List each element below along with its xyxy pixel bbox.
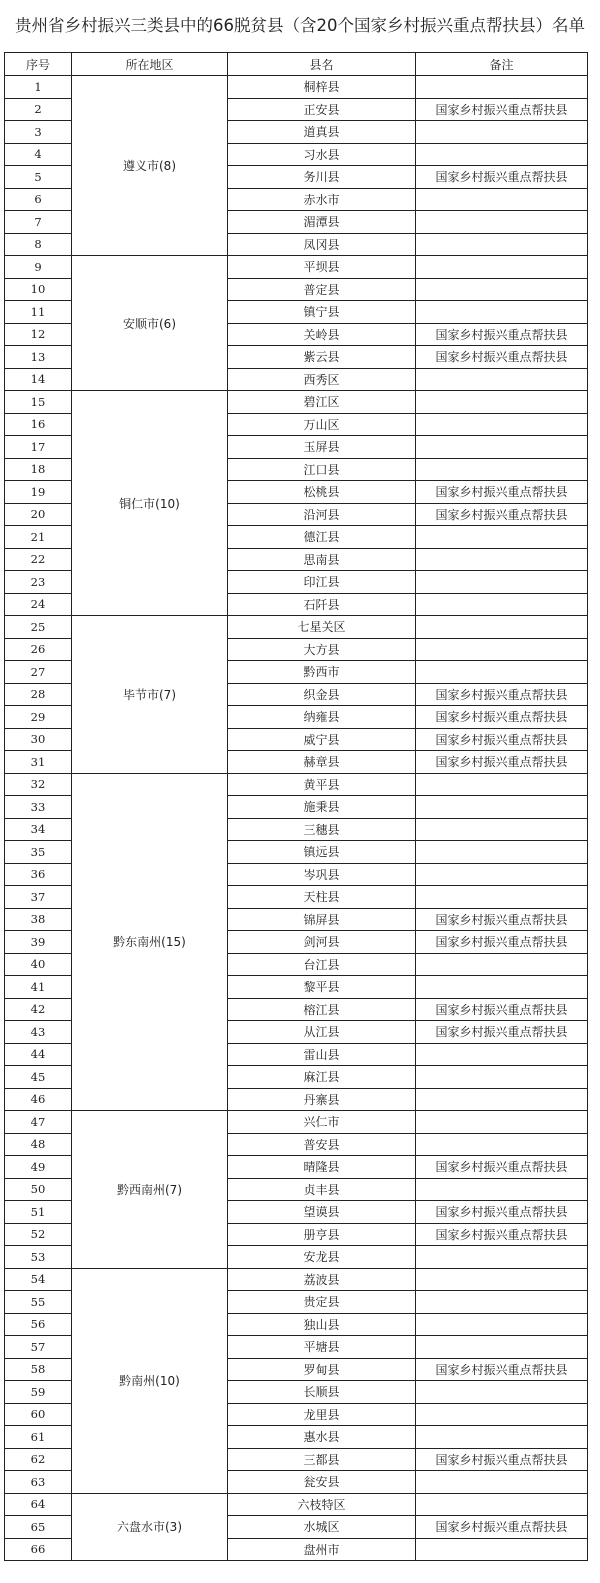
county-cell: 麻江县	[228, 1066, 416, 1089]
row-index: 16	[5, 413, 72, 436]
row-index: 12	[5, 323, 72, 346]
note-cell	[416, 616, 588, 639]
table-header	[5, 53, 588, 76]
region-cell: 六盘水市(3)	[72, 1493, 228, 1561]
county-cell: 德江县	[228, 526, 416, 549]
note-cell	[416, 76, 588, 99]
note-cell: 国家乡村振兴重点帮扶县	[416, 1223, 588, 1246]
note-cell	[416, 526, 588, 549]
county-cell: 施秉县	[228, 796, 416, 819]
county-cell: 望谟县	[228, 1201, 416, 1224]
region-cell: 毕节市(7)	[72, 616, 228, 774]
county-cell: 榕江县	[228, 998, 416, 1021]
row-index: 63	[5, 1471, 72, 1494]
row-index: 41	[5, 976, 72, 999]
note-cell	[416, 436, 588, 459]
note-cell	[416, 571, 588, 594]
county-cell: 道真县	[228, 121, 416, 144]
note-cell	[416, 1291, 588, 1314]
row-index: 44	[5, 1043, 72, 1066]
county-cell: 玉屏县	[228, 436, 416, 459]
note-cell	[416, 121, 588, 144]
note-cell	[416, 1111, 588, 1134]
row-index: 37	[5, 886, 72, 909]
row-index: 28	[5, 683, 72, 706]
note-cell: 国家乡村振兴重点帮扶县	[416, 683, 588, 706]
note-cell	[416, 1403, 588, 1426]
county-cell: 岑巩县	[228, 863, 416, 886]
row-index: 13	[5, 346, 72, 369]
county-cell: 锦屏县	[228, 908, 416, 931]
note-cell: 国家乡村振兴重点帮扶县	[416, 706, 588, 729]
row-index: 14	[5, 368, 72, 391]
row-index: 24	[5, 593, 72, 616]
county-cell: 湄潭县	[228, 211, 416, 234]
note-cell	[416, 593, 588, 616]
region-cell: 安顺市(6)	[72, 256, 228, 391]
note-cell	[416, 233, 588, 256]
county-cell: 平坝县	[228, 256, 416, 279]
row-index: 58	[5, 1358, 72, 1381]
county-cell: 台江县	[228, 953, 416, 976]
row-index: 55	[5, 1291, 72, 1314]
note-cell	[416, 976, 588, 999]
county-cell: 荔波县	[228, 1268, 416, 1291]
county-cell: 碧江区	[228, 391, 416, 414]
county-cell: 紫云县	[228, 346, 416, 369]
row-index: 45	[5, 1066, 72, 1089]
county-cell: 从江县	[228, 1021, 416, 1044]
note-cell: 国家乡村振兴重点帮扶县	[416, 751, 588, 774]
row-index: 65	[5, 1516, 72, 1539]
note-cell	[416, 841, 588, 864]
row-index: 1	[5, 76, 72, 99]
row-index: 39	[5, 931, 72, 954]
note-cell: 国家乡村振兴重点帮扶县	[416, 1516, 588, 1539]
note-cell: 国家乡村振兴重点帮扶县	[416, 1358, 588, 1381]
note-cell	[416, 188, 588, 211]
row-index: 10	[5, 278, 72, 301]
row-index: 5	[5, 166, 72, 189]
note-cell	[416, 256, 588, 279]
note-cell	[416, 1336, 588, 1359]
note-cell	[416, 1268, 588, 1291]
row-index: 3	[5, 121, 72, 144]
row-index: 38	[5, 908, 72, 931]
county-cell: 三都县	[228, 1448, 416, 1471]
note-cell	[416, 301, 588, 324]
region-cell: 黔东南州(15)	[72, 773, 228, 1111]
county-cell: 正安县	[228, 98, 416, 121]
row-index: 42	[5, 998, 72, 1021]
county-cell: 剑河县	[228, 931, 416, 954]
row-index: 62	[5, 1448, 72, 1471]
row-index: 66	[5, 1538, 72, 1561]
row-index: 15	[5, 391, 72, 414]
region-cell: 铜仁市(10)	[72, 391, 228, 616]
county-cell: 桐梓县	[228, 76, 416, 99]
table-row	[5, 616, 588, 639]
county-cell: 贵定县	[228, 1291, 416, 1314]
county-cell: 惠水县	[228, 1426, 416, 1449]
note-cell	[416, 818, 588, 841]
row-index: 59	[5, 1381, 72, 1404]
county-cell: 镇宁县	[228, 301, 416, 324]
county-cell: 独山县	[228, 1313, 416, 1336]
note-cell: 国家乡村振兴重点帮扶县	[416, 998, 588, 1021]
row-index: 31	[5, 751, 72, 774]
row-index: 47	[5, 1111, 72, 1134]
county-cell: 镇远县	[228, 841, 416, 864]
county-cell: 习水县	[228, 143, 416, 166]
table-row	[5, 391, 588, 414]
row-index: 53	[5, 1246, 72, 1269]
row-index: 22	[5, 548, 72, 571]
page-title: 贵州省乡村振兴三类县中的66脱贫县（含20个国家乡村振兴重点帮扶县）名单	[15, 16, 585, 35]
county-cell: 普定县	[228, 278, 416, 301]
row-index: 17	[5, 436, 72, 459]
note-cell	[416, 661, 588, 684]
header-note: 备注	[416, 53, 588, 76]
note-cell	[416, 1043, 588, 1066]
note-cell	[416, 548, 588, 571]
county-cell: 雷山县	[228, 1043, 416, 1066]
table-row	[5, 1268, 588, 1291]
row-index: 11	[5, 301, 72, 324]
note-cell	[416, 1471, 588, 1494]
note-cell: 国家乡村振兴重点帮扶县	[416, 323, 588, 346]
county-cell: 水城区	[228, 1516, 416, 1539]
note-cell	[416, 1313, 588, 1336]
county-cell: 龙里县	[228, 1403, 416, 1426]
note-cell: 国家乡村振兴重点帮扶县	[416, 346, 588, 369]
note-cell	[416, 886, 588, 909]
county-cell: 贞丰县	[228, 1178, 416, 1201]
row-index: 35	[5, 841, 72, 864]
note-cell	[416, 863, 588, 886]
row-index: 9	[5, 256, 72, 279]
note-cell	[416, 1381, 588, 1404]
note-cell	[416, 1133, 588, 1156]
row-index: 19	[5, 481, 72, 504]
header-region: 所在地区	[72, 53, 228, 76]
county-cell: 思南县	[228, 548, 416, 571]
row-index: 32	[5, 773, 72, 796]
county-cell: 丹寨县	[228, 1088, 416, 1111]
row-index: 64	[5, 1493, 72, 1516]
row-index: 4	[5, 143, 72, 166]
county-cell: 七星关区	[228, 616, 416, 639]
note-cell	[416, 796, 588, 819]
county-cell: 罗甸县	[228, 1358, 416, 1381]
note-cell: 国家乡村振兴重点帮扶县	[416, 1021, 588, 1044]
row-index: 61	[5, 1426, 72, 1449]
row-index: 26	[5, 638, 72, 661]
note-cell	[416, 1538, 588, 1561]
note-cell: 国家乡村振兴重点帮扶县	[416, 166, 588, 189]
row-index: 43	[5, 1021, 72, 1044]
note-cell	[416, 1246, 588, 1269]
county-cell: 兴仁市	[228, 1111, 416, 1134]
row-index: 46	[5, 1088, 72, 1111]
county-cell: 盘州市	[228, 1538, 416, 1561]
row-index: 50	[5, 1178, 72, 1201]
county-cell: 江口县	[228, 458, 416, 481]
note-cell	[416, 413, 588, 436]
county-cell: 赤水市	[228, 188, 416, 211]
row-index: 52	[5, 1223, 72, 1246]
row-index: 54	[5, 1268, 72, 1291]
row-index: 36	[5, 863, 72, 886]
note-cell: 国家乡村振兴重点帮扶县	[416, 931, 588, 954]
row-index: 2	[5, 98, 72, 121]
county-cell: 天柱县	[228, 886, 416, 909]
county-cell: 沿河县	[228, 503, 416, 526]
note-cell	[416, 1426, 588, 1449]
note-cell: 国家乡村振兴重点帮扶县	[416, 1156, 588, 1179]
note-cell	[416, 1493, 588, 1516]
note-cell	[416, 1088, 588, 1111]
region-cell: 黔西南州(7)	[72, 1111, 228, 1269]
note-cell: 国家乡村振兴重点帮扶县	[416, 908, 588, 931]
region-cell: 黔南州(10)	[72, 1268, 228, 1493]
row-index: 6	[5, 188, 72, 211]
row-index: 60	[5, 1403, 72, 1426]
note-cell: 国家乡村振兴重点帮扶县	[416, 728, 588, 751]
row-index: 51	[5, 1201, 72, 1224]
row-index: 29	[5, 706, 72, 729]
row-index: 49	[5, 1156, 72, 1179]
note-cell	[416, 278, 588, 301]
county-cell: 大方县	[228, 638, 416, 661]
county-cell: 凤冈县	[228, 233, 416, 256]
note-cell	[416, 211, 588, 234]
region-cell: 遵义市(8)	[72, 76, 228, 256]
county-cell: 长顺县	[228, 1381, 416, 1404]
note-cell: 国家乡村振兴重点帮扶县	[416, 1201, 588, 1224]
table-row	[5, 76, 588, 99]
county-cell: 关岭县	[228, 323, 416, 346]
row-index: 40	[5, 953, 72, 976]
county-cell: 普安县	[228, 1133, 416, 1156]
county-cell: 黄平县	[228, 773, 416, 796]
row-index: 33	[5, 796, 72, 819]
county-table	[4, 52, 588, 1561]
county-cell: 石阡县	[228, 593, 416, 616]
row-index: 18	[5, 458, 72, 481]
header-county: 县名	[228, 53, 416, 76]
county-cell: 织金县	[228, 683, 416, 706]
note-cell	[416, 1066, 588, 1089]
table-row	[5, 773, 588, 796]
row-index: 8	[5, 233, 72, 256]
county-cell: 晴隆县	[228, 1156, 416, 1179]
note-cell	[416, 953, 588, 976]
table-row	[5, 1493, 588, 1516]
note-cell	[416, 391, 588, 414]
note-cell: 国家乡村振兴重点帮扶县	[416, 98, 588, 121]
row-index: 56	[5, 1313, 72, 1336]
county-cell: 黔西市	[228, 661, 416, 684]
note-cell: 国家乡村振兴重点帮扶县	[416, 481, 588, 504]
row-index: 57	[5, 1336, 72, 1359]
row-index: 30	[5, 728, 72, 751]
row-index: 23	[5, 571, 72, 594]
row-index: 48	[5, 1133, 72, 1156]
county-cell: 印江县	[228, 571, 416, 594]
header-index: 序号	[5, 53, 72, 76]
county-cell: 赫章县	[228, 751, 416, 774]
row-index: 7	[5, 211, 72, 234]
row-index: 34	[5, 818, 72, 841]
county-cell: 六枝特区	[228, 1493, 416, 1516]
county-cell: 黎平县	[228, 976, 416, 999]
note-cell	[416, 773, 588, 796]
county-cell: 册亨县	[228, 1223, 416, 1246]
table-row	[5, 1111, 588, 1134]
county-cell: 瓮安县	[228, 1471, 416, 1494]
county-cell: 西秀区	[228, 368, 416, 391]
county-cell: 三穗县	[228, 818, 416, 841]
row-index: 27	[5, 661, 72, 684]
row-index: 20	[5, 503, 72, 526]
note-cell	[416, 638, 588, 661]
note-cell: 国家乡村振兴重点帮扶县	[416, 503, 588, 526]
row-index: 25	[5, 616, 72, 639]
county-cell: 安龙县	[228, 1246, 416, 1269]
county-cell: 威宁县	[228, 728, 416, 751]
county-cell: 万山区	[228, 413, 416, 436]
table-body	[5, 76, 588, 1561]
note-cell	[416, 143, 588, 166]
note-cell	[416, 1178, 588, 1201]
county-cell: 务川县	[228, 166, 416, 189]
header-row	[5, 53, 588, 76]
county-cell: 平塘县	[228, 1336, 416, 1359]
note-cell	[416, 368, 588, 391]
note-cell: 国家乡村振兴重点帮扶县	[416, 1448, 588, 1471]
county-cell: 松桃县	[228, 481, 416, 504]
note-cell	[416, 458, 588, 481]
county-cell: 纳雍县	[228, 706, 416, 729]
table-row	[5, 256, 588, 279]
row-index: 21	[5, 526, 72, 549]
